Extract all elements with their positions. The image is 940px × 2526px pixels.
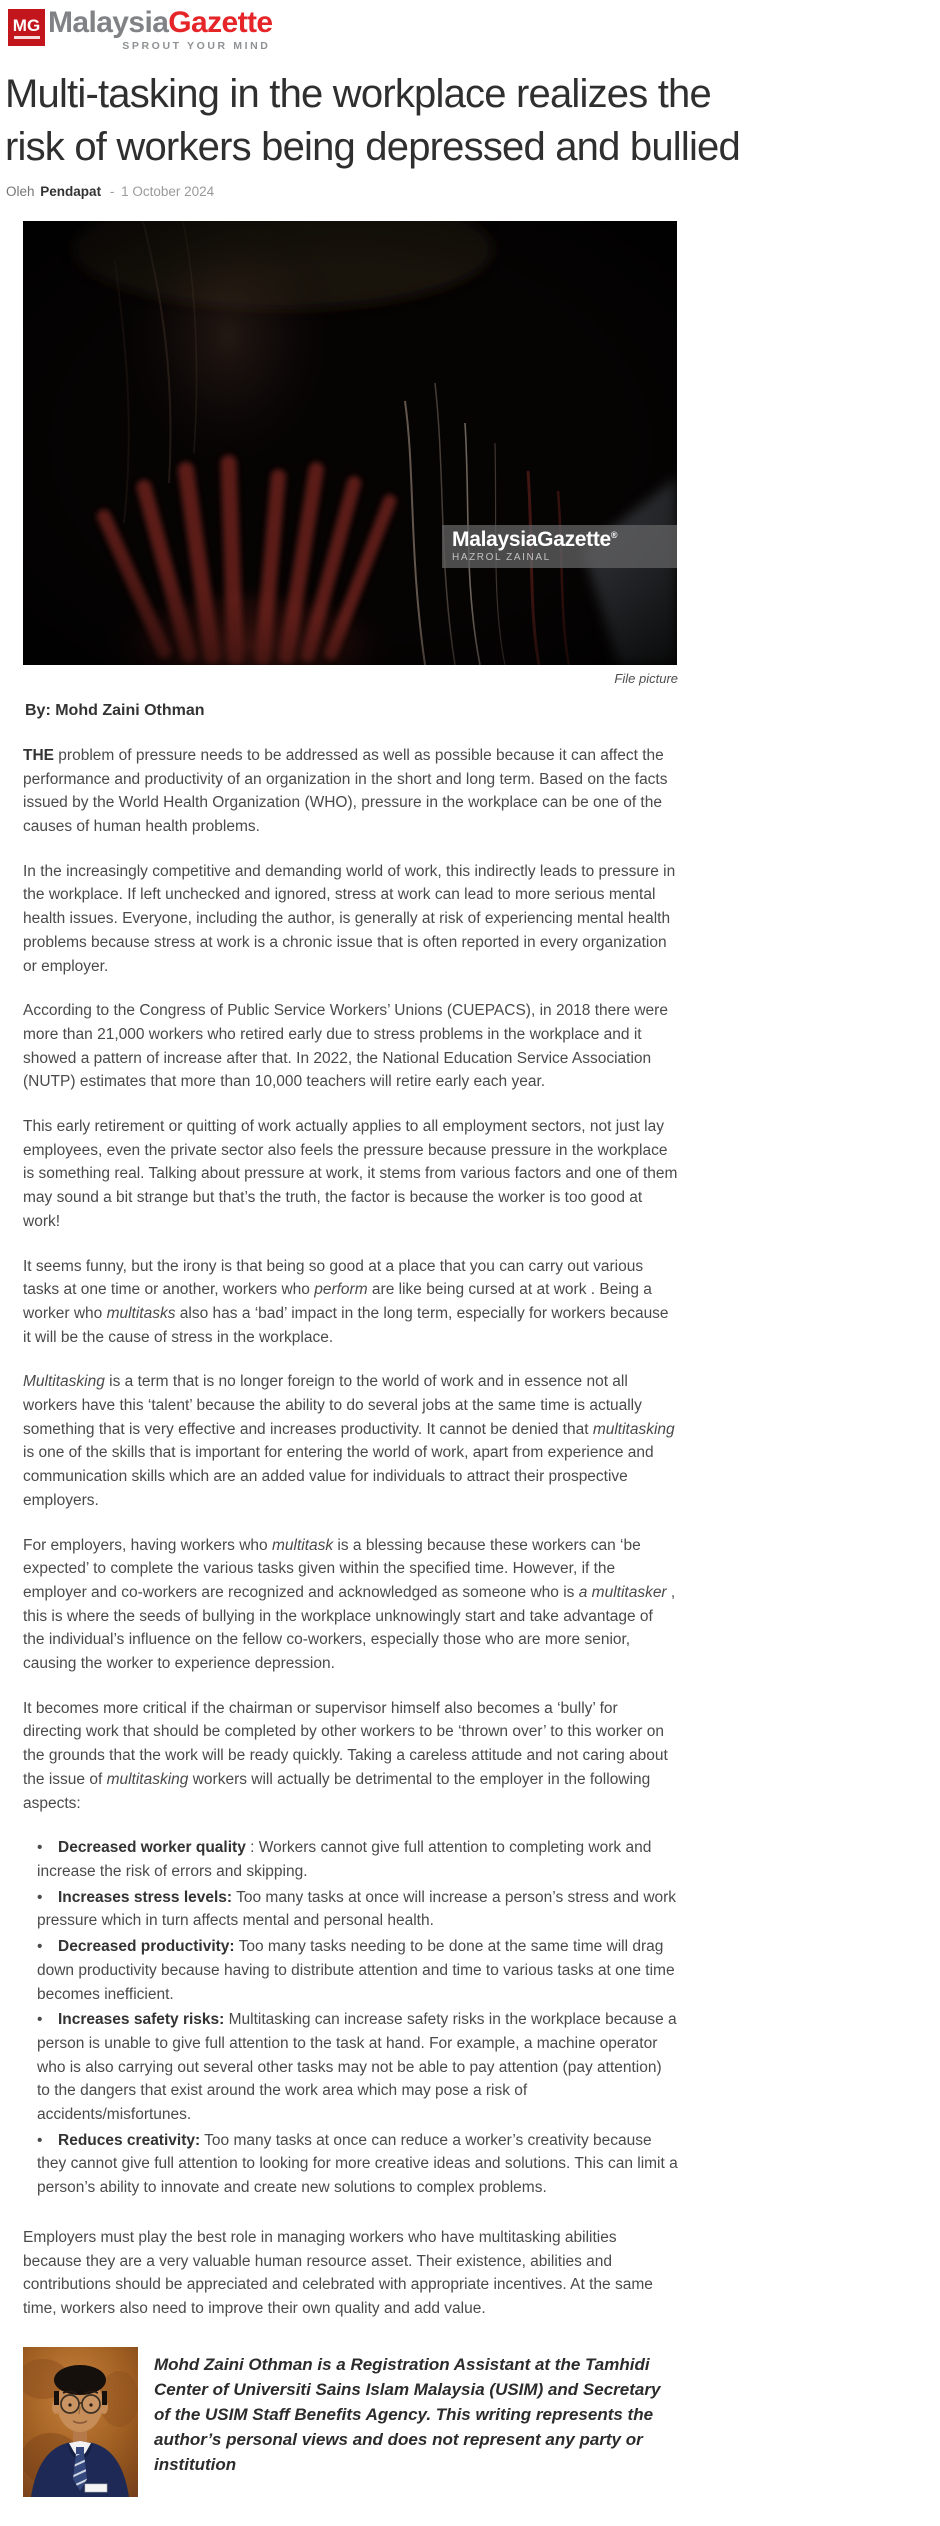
bullet-item: • Reduces creativity: Too many tasks at once can reduce a worker’s creativity because they cannot give full attention to looking for more creative ideas and solutions. This can limit a person’s ability to innovate and create new solutions to complex problems.	[23, 2129, 678, 2200]
image-caption: File picture	[614, 670, 678, 686]
byline-prefix: Oleh	[6, 183, 35, 199]
bullet-dot-icon: •	[37, 1938, 43, 1956]
image-credit: HAZROL ZAINAL	[452, 551, 551, 563]
text-segment: Increases stress levels:	[58, 1888, 233, 1906]
text-segment: Decreased worker quality	[58, 1839, 246, 1857]
article-paragraph: In the increasingly competitive and demanding world of work, this indirectly leads to pressure in the workplace. If left unchecked and ignored, stress at work can lead to more serious mental health issues. Everyone, including the author, is generally at risk of experiencing mental health problems because stress at work is a chronic issue that is often reported in every organization or employer.	[23, 862, 676, 975]
site-header	[0, 6, 940, 52]
author-portrait-illustration	[23, 2347, 138, 2497]
site-logo[interactable]	[8, 6, 940, 52]
text-segment: Reduces creativity:	[58, 2131, 201, 2149]
byline-date: 1 October 2024	[121, 183, 215, 199]
text-segment: multitask	[271, 1536, 334, 1554]
text-segment: Increases safety risks:	[58, 2011, 225, 2029]
bullet-item: • Increases stress levels: Too many tasks at once will increase a person’s stress and work pressure which in turn affects mental and personal health.	[23, 1886, 678, 1933]
registered-mark-icon: ®	[610, 529, 618, 540]
article-paragraph: According to the Congress of Public Service Workers’ Unions (CUEPACS), in 2018 there were more than 21,000 workers who retired early due to stress problems in the workplace and it showed a pattern of increase after that. In 2022, the National Education Service Association (NUTP) estimates that more than 10,000 teachers will retire early each year.	[23, 1002, 668, 1091]
article-paragraph: It becomes more critical if the chairman or supervisor himself also becomes a ‘bully’ for directing work that should be completed by other workers to be ‘thrown over’ to this worker on the grounds that the work will be ready quickly. Taking a careless attitude and not caring about the issue of multitasking workers will actually be detrimental to the employer in the following aspects:	[23, 1699, 668, 1812]
byline-dash: -	[109, 183, 115, 199]
site-name-gazette: Gazette	[168, 6, 273, 39]
hero-photo-illustration	[23, 221, 677, 665]
bullet-item: • Decreased productivity: Too many tasks needing to be done at the same time will drag down productivity because having to distribute attention and time to various tasks at one time becomes inefficient.	[23, 1935, 678, 2006]
text-segment: Multitasking	[23, 1373, 105, 1391]
page-title-line-1: Multi-tasking in the workplace realizes the	[5, 71, 711, 116]
bullet-dot-icon: •	[37, 2011, 43, 2029]
bullet-dot-icon: •	[37, 1888, 43, 1906]
article-paragraph: THE problem of pressure needs to be addressed as well as possible because it can affect the performance and productivity of an organization in the short and long term. Based on the facts issued by the World Health Organization (WHO), pressure in the workplace can be one of the causes of human health problems.	[23, 746, 668, 835]
author-bio	[23, 2347, 678, 2497]
text-segment: perform	[314, 1281, 368, 1299]
byline-author-link[interactable]: Pendapat	[40, 183, 102, 199]
text-segment: multitasking	[592, 1420, 675, 1438]
text-segment: a multitasker	[578, 1583, 667, 1601]
site-name-malaysia: Malaysia	[48, 6, 169, 39]
article-paragraph: This early retirement or quitting of work actually applies to all employment sectors, not just lay employees, even the private sector also feels the pressure because pressure in the workplace is something real. Talking about pressure at work, it stems from various factors and one of them may sound a bit strange but that’s the truth, the factor is because the worker is too good at work!	[23, 1118, 678, 1230]
article-paragraph: It seems funny, but the irony is that being so good at a place that you can carry out various tasks at one time or another, workers who perform are like being cursed at at work . Being a worker who multitasks also has a ‘bad’ impact in the long term, especially for workers because it will be the cause of stress in the workplace.	[23, 1257, 669, 1346]
text-segment: multitasks	[106, 1304, 176, 1322]
article-body	[23, 744, 678, 2321]
article-paragraph: Multitasking is a term that is no longer foreign to the world of work and in essence not all workers have this ‘talent’ because the ability to do several jobs at the same time is actually something that is very effective and increases productivity. It cannot be denied that multitasking is one of the skills that is important for entering the world of work, apart from experience and communication skills which are an added value for individuals to attract their prospective employers.	[23, 1373, 675, 1509]
bullet-item: • Decreased worker quality : Workers cannot give full attention to completing work and increase the risk of errors and skipping.	[23, 1836, 678, 1883]
author-photo	[23, 2347, 138, 2497]
article-author-line: By: Mohd Zaini Othman	[25, 701, 205, 719]
bullet-item: • Increases safety risks: Multitasking can increase safety risks in the workplace because a person is unable to give full attention to the task at hand. For example, a machine operator who is also carrying out several other tasks may not be able to pay attention (pay attention) to the dangers that exist around the work area which may pose a risk of accidents/misfortunes.	[23, 2008, 678, 2127]
text-segment: Decreased productivity:	[58, 1938, 235, 1956]
mg-logo-text: MG	[12, 15, 41, 35]
article-paragraph: Employers must play the best role in managing workers who have multitasking abilities because they are a very valuable human resource asset. Their existence, abilities and contributions should be appreciated and celebrated with appropriate incentives. At the same time, workers also need to improve their own quality and add value.	[23, 2228, 653, 2317]
text-segment: multitasking	[106, 1770, 189, 1788]
byline	[6, 184, 940, 199]
hero-image	[23, 221, 677, 665]
author-bio-text: Mohd Zaini Othman is a Registration Assistant at the Tamhidi Center of Universiti Sains Islam Malaysia (USIM) and Secretary of the USIM Staff Benefits Agency. This writing represents the author’s personal views and does not represent any party or institution	[154, 2354, 661, 2474]
site-logo-text	[48, 6, 272, 52]
article-paragraph: For employers, having workers who multitask is a blessing because these workers can ‘be expected’ to complete the various tasks given within the specified time. However, if the employer and co-workers are recognized and acknowledged as someone who is a multitasker , this is where the seeds of bullying in the workplace unknowingly start and take advantage of the individual’s influence on the fellow co-workers, especially those who are more senior, causing the worker to experience depression.	[23, 1536, 676, 1673]
image-watermark	[442, 525, 677, 568]
mg-logo-subline	[14, 36, 40, 39]
page-title-line-2: risk of workers being depressed and bullied	[5, 124, 740, 169]
bullet-dot-icon: •	[37, 2131, 43, 2149]
site-name	[48, 6, 272, 39]
mg-logo-icon	[8, 9, 45, 46]
article-content	[23, 221, 678, 2497]
image-watermark-name: MalaysiaGazette®	[452, 527, 618, 551]
bullet-dot-icon: •	[37, 1839, 43, 1857]
text-segment: THE	[23, 746, 54, 764]
page-title	[5, 68, 930, 174]
site-tagline: SPROUT YOUR MIND	[122, 39, 271, 52]
